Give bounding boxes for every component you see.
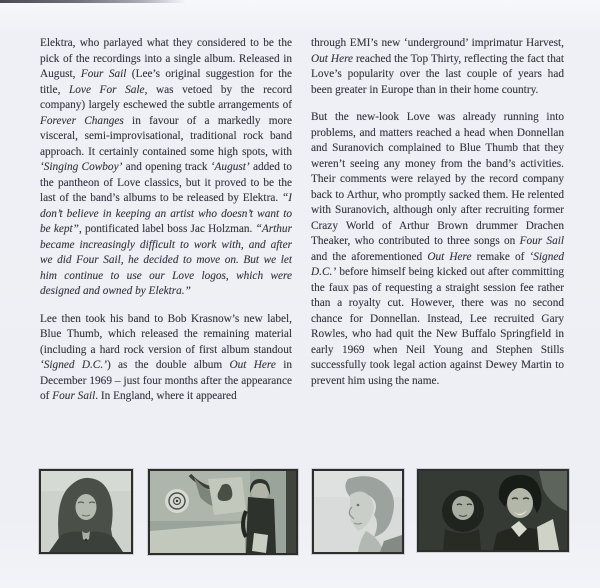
paragraph-elektra-four-sail: Elektra, who parlayed what they considered to be the pick of the recordings into a single album. Released in August, Four Sail (Lee’s original suggestion for the title, Love For Sale, was vetoed by the record company) largely eschewed the subtle arrangements of Forever Changes in favour of a markedly more visceral, semi-improvisational, traditional rock band approach. It certainly contained some high spots, with ‘Singing Cowboy’ and opening track ‘August’ added to the pantheon of Love classics, but it proved to be the last of the band’s albums to be released by Elektra. “I don’t believe in keeping an artist who doesn’t want to be kept”, pontificated label boss Jac Holzman. “Arthur became increasingly difficult to work with, and after we did Four Sail, he decided to move on. But we let him continue to use our Love logos, which were designed and owned by Elektra.” — [40, 37, 292, 297]
paragraph-harvest-top-thirty: through EMI’s new ‘underground’ imprimatur Harvest, Out Here reached the Top Thirty, reflecting the fact that Love’s popularity over the last couple of years had been greater in Europe than in their home country. — [311, 37, 564, 96]
paragraph-lineup-troubles: But the new-look Love was already running into problems, and matters reached a head when Donnellan and Suranovich complained to Blue Thumb that they weren’t seeing any money from the band’s activities. Their comments were relayed by the record company back to Arthur, who promptly sacked them. He relented with Suranovich, although only after recruiting former Crazy World of Arthur Brown drummer Drachen Theaker, who contributed to three songs on Four Sail and the aforementioned Out Here remake of ‘Signed D.C.’ before himself being kicked out after committing the faux pas of requesting a straight session fee rather than a royalty cut. However, there was no second chance for Donnellan. Instead, Lee recruited Gary Rowles, who had quit the New Buffalo Springfield in early 1969 when Neil Young and Stephen Stills successfully took legal action against Dewey Martin to prevent him using the name. — [311, 111, 564, 387]
photo-band-member-profile — [312, 469, 404, 554]
photo-1-image — [41, 471, 131, 552]
photo-3-image — [314, 471, 402, 552]
photo-two-band-members — [417, 469, 569, 552]
photo-4-image — [419, 471, 567, 550]
text-column-left — [40, 36, 292, 470]
photo-band-member-in-room — [148, 469, 298, 555]
photo-2-image — [150, 471, 296, 553]
text-column-right — [311, 36, 564, 470]
scan-artifact-line — [0, 0, 186, 3]
paragraph-blue-thumb-out-here: Lee then took his band to Bob Krasnow’s new label, Blue Thumb, which released the remaining material (including a hard rock version of first album standout ‘Signed D.C.’) as the double album Out Here in December 1969 – just four months after the appearance of Four Sail. In England, where it appeared — [40, 312, 292, 402]
photo-band-member-portrait — [39, 469, 133, 554]
